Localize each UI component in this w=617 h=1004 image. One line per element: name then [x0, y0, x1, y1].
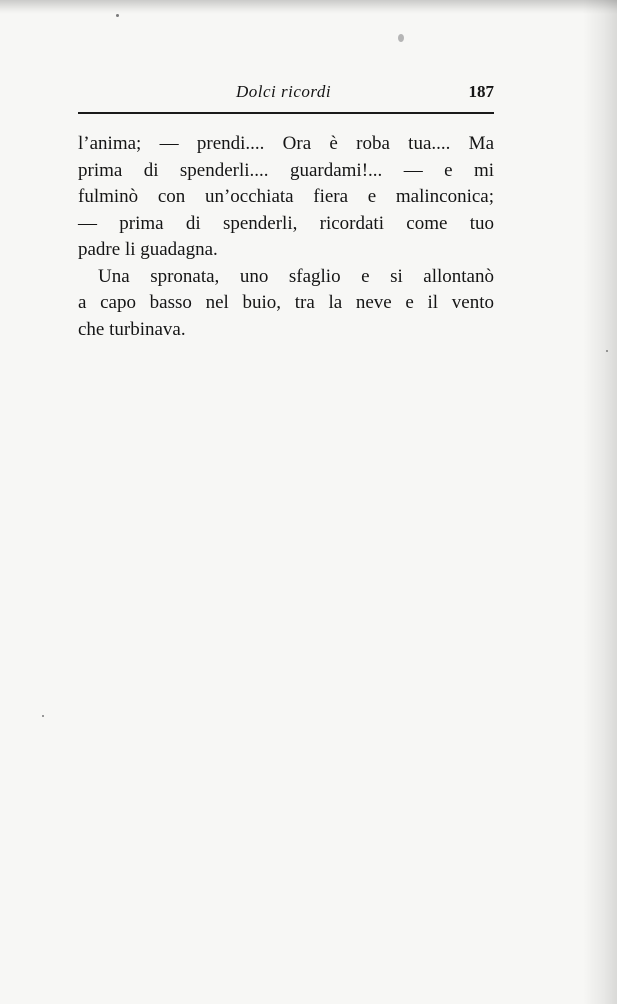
text-line: Una spronata, uno sfaglio e si allontanò	[98, 265, 494, 287]
page-header	[78, 82, 494, 108]
text-line: — prima di spenderli, ricordati come tuo	[78, 212, 494, 234]
header-rule	[78, 112, 494, 114]
page-top-shadow	[0, 0, 617, 14]
page-number: 187	[468, 82, 494, 101]
text-line: l’anima; — prendi.... Ora è roba tua.... Ma	[78, 133, 494, 154]
scan-speck	[42, 715, 44, 717]
page-edge-shadow	[583, 0, 617, 1004]
body-text	[78, 131, 494, 343]
scan-speck	[398, 34, 404, 42]
scan-speck	[606, 350, 608, 352]
running-title: Dolci ricordi	[236, 82, 332, 101]
paragraph	[78, 264, 494, 344]
text-line: a capo basso nel buio, tra la neve e il vento	[78, 292, 494, 313]
text-line: padre li guadagna.	[78, 239, 218, 260]
text-line: fulminò con un’occhiata fiera e malinconica;	[78, 186, 494, 207]
text-line: prima di spenderli.... guardami!... — e mi	[78, 159, 494, 181]
scan-speck	[116, 14, 119, 17]
paragraph	[78, 131, 494, 264]
text-line: che turbinava.	[78, 318, 186, 340]
